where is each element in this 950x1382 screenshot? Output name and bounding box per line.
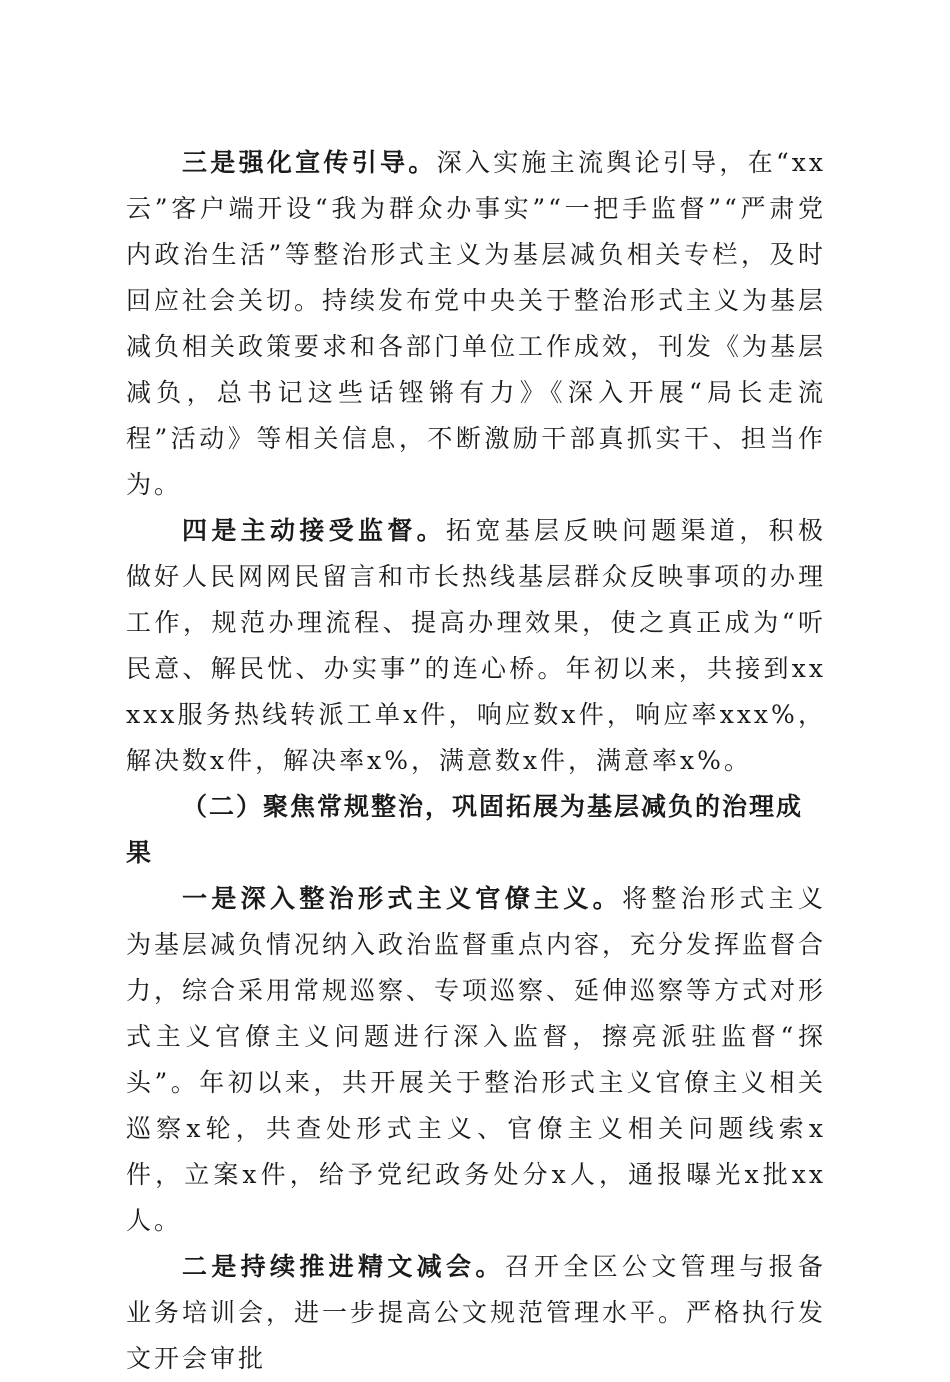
paragraph-text: 拓宽基层反映问题渠道，积极做好人民网网民留言和市长热线基层群众反映事项的办理工作，规范办理流程、提高办理效果，使之真正成为“听民意、解民忧、办实事”的连心桥。年初以来，共接到xxxxx服务热线转派工单x件，响应数x件，响应率xxx%，解决数x件，解决率x%，满意数x件，满意率x%。 [126,516,827,775]
paragraph-text: 将整治形式主义为基层减负情况纳入政治监督重点内容，充分发挥监督合力，综合采用常规巡察、专项巡察、延伸巡察等方式对形式主义官僚主义问题进行深入监督，擦亮派驻监督“探头”。年初以来，共开展关于整治形式主义官僚主义相关巡察x轮，共查处形式主义、官僚主义相关问题线索x件，立案x件，给予党纪政务处分x人，通报曝光x批xx人。 [126,884,827,1235]
paragraph-lead: 一是深入整治形式主义官僚主义。 [182,884,622,913]
paragraph-publicity [126,140,826,508]
section-heading: （二）聚焦常规整治，巩固拓展为基层减负的治理成果 [126,792,804,867]
paragraph-lead: 四是主动接受监督。 [182,516,446,545]
paragraph-bureaucracy [126,876,826,1244]
paragraph-lead: 二是持续推进精文减会。 [182,1252,505,1281]
paragraph-meetings [126,1244,826,1382]
paragraph-text: 召开全区公文管理与报备业务培训会，进一步提高公文规范管理水平。严格执行发文开会审批 [126,1252,827,1373]
paragraph-lead: 三是强化宣传引导。 [182,148,437,177]
paragraph-text: 深入实施主流舆论引导，在“xx云”客户端开设“我为群众办事实”“一把手监督”“严肃党内政治生活”等整治形式主义为基层减负相关专栏，及时回应社会关切。持续发布党中央关于整治形式主义为基层减负相关政策要求和各部门单位工作成效，刊发《为基层减负，总书记这些话铿锵有力》《深入开展“局长走流程”活动》等相关信息，不断激励干部真抓实干、担当作为。 [126,148,827,499]
paragraph-supervision [126,508,826,784]
document-body [126,140,826,1382]
